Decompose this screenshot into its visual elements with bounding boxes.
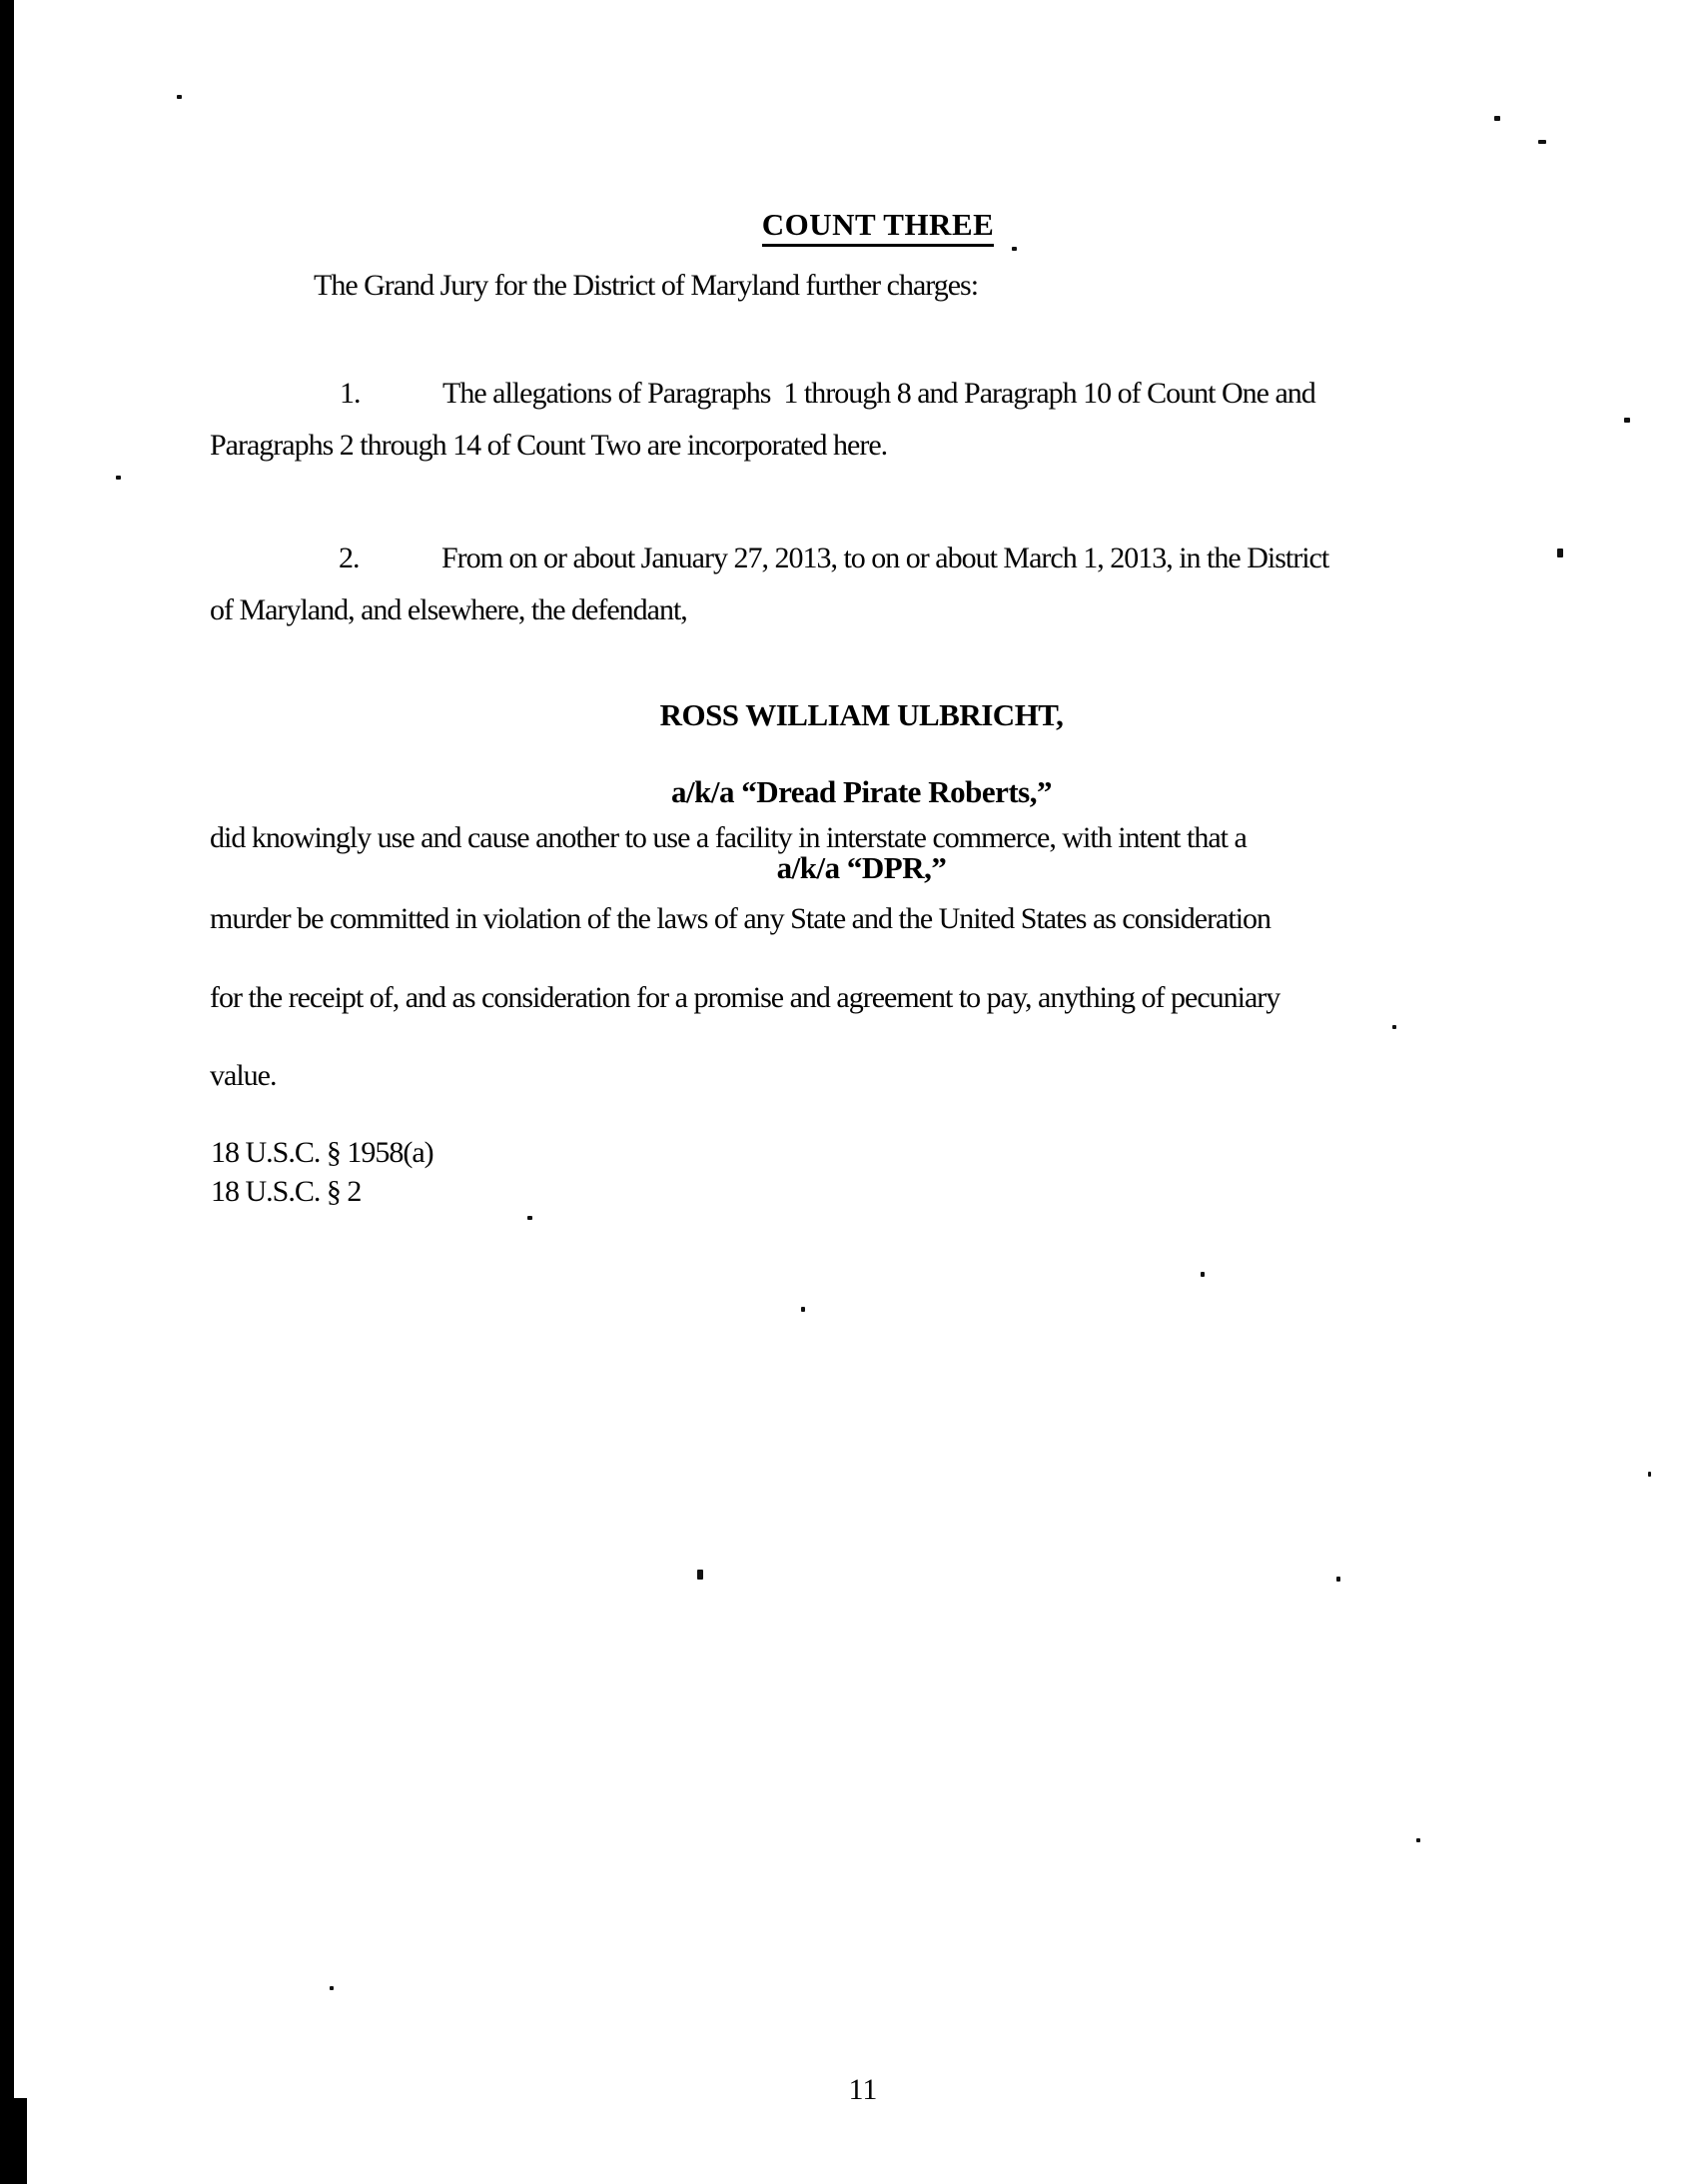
- scan-speck: [1538, 140, 1546, 144]
- paragraph-2-line-2: of Maryland, and elsewhere, the defendant,: [210, 593, 687, 626]
- charge-body-line-1: did knowingly use and cause another to use a facility in interstate commerce, with intent that a: [210, 821, 1247, 854]
- count-heading: COUNT THREE: [762, 209, 995, 247]
- scan-speck: [177, 95, 182, 99]
- scan-speck: [1624, 418, 1630, 423]
- scan-speck: [697, 1570, 703, 1580]
- scan-speck: [116, 476, 121, 480]
- paragraph-1-line-1: [314, 349, 1315, 439]
- scan-speck: [1648, 1472, 1651, 1477]
- scan-speck: [1557, 548, 1563, 557]
- scan-edge-strip: [0, 0, 14, 2184]
- scan-speck: [1392, 1025, 1396, 1029]
- defendant-name-block: [210, 663, 1513, 919]
- scan-speck: [527, 1216, 532, 1220]
- scan-speck: [1336, 1577, 1340, 1582]
- defendant-alias-2: a/k/a “DPR,”: [776, 850, 947, 885]
- page-number: 11: [848, 2073, 878, 2106]
- statute-citation-1: 18 U.S.C. § 1958(a): [211, 1136, 433, 1169]
- scan-speck: [1201, 1272, 1205, 1277]
- defendant-name: ROSS WILLIAM ULBRICHT,: [659, 697, 1064, 732]
- paragraph-1-line-2: Paragraphs 2 through 14 of Count Two are incorporated here.: [210, 429, 888, 462]
- paragraph-2-number: 2.: [339, 542, 360, 574]
- statute-citation-2: 18 U.S.C. § 2: [211, 1175, 362, 1208]
- scan-speck: [801, 1307, 805, 1312]
- charge-body-line-3: for the receipt of, and as consideration for a promise and agreement to pay, anything of pecuniary: [210, 981, 1280, 1014]
- scan-speck: [1494, 116, 1500, 121]
- page-number-row: [12, 2057, 1698, 2123]
- scan-speck: [1012, 247, 1017, 251]
- charge-body-line-2: murder be committed in violation of the laws of any State and the United States as consideration: [210, 902, 1272, 935]
- paragraph-2-line-1: [313, 514, 1328, 603]
- count-heading-row: [42, 191, 1698, 265]
- intro-line: The Grand Jury for the District of Maryland further charges:: [314, 269, 979, 302]
- charge-body-line-4: value.: [210, 1059, 277, 1092]
- paragraph-1-number: 1.: [340, 377, 361, 410]
- paragraph-2-text: From on or about January 27, 2013, to on or about March 1, 2013, in the District: [441, 542, 1329, 574]
- scan-speck: [330, 1986, 334, 1990]
- scan-speck: [1416, 1838, 1420, 1842]
- paragraph-1-text: The allegations of Paragraphs 1 through 8 and Paragraph 10 of Count One and: [442, 377, 1315, 410]
- defendant-alias-1: a/k/a “Dread Pirate Roberts,”: [671, 774, 1052, 809]
